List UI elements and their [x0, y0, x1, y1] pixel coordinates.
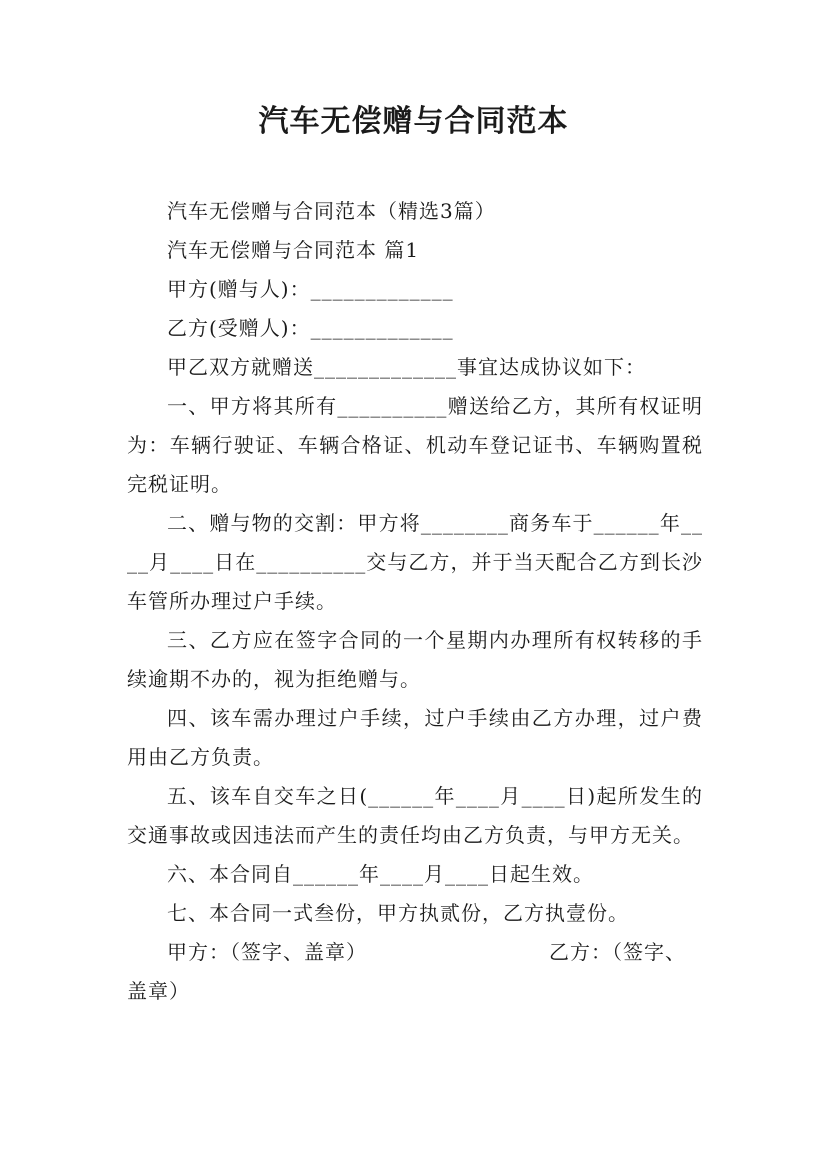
paragraph-clause-6: 六、本合同自______年____月____日起生效。 [167, 862, 594, 886]
paragraph-clause-5: 五、该车自交车之日(______年____月____日)起所发生的交通事故或因违法而产生的责任均由乙方负责，与甲方无关。 [127, 784, 703, 847]
signature-party-a: 甲方：（签字、盖章） [167, 940, 367, 964]
paragraph-clause-2: 二、赠与物的交割：甲方将________商务车于______年____月____日在__________交与乙方，并于当天配合乙方到长沙车管所办理过户手续。 [127, 511, 703, 613]
paragraph-agreement-intro: 甲乙双方就赠送_____________事宜达成协议如下： [167, 355, 646, 379]
paragraph-party-a-field: 甲方(赠与人)：_____________ [167, 277, 454, 301]
paragraph-clause-1: 一、甲方将其所有__________赠送给乙方，其所有权证明为：车辆行驶证、车辆合格证、机动车登记证书、车辆购置税完税证明。 [127, 394, 703, 496]
paragraph-party-b-field: 乙方(受赠人)：_____________ [167, 316, 454, 340]
paragraph-section-heading: 汽车无偿赠与合同范本 篇1 [167, 238, 420, 262]
document-title: 汽车无偿赠与合同范本 [258, 104, 569, 139]
paragraph-clause-3: 三、乙方应在签字合同的一个星期内办理所有权转移的手续逾期不办的，视为拒绝赠与。 [127, 628, 703, 691]
document-body [127, 192, 703, 1011]
paragraph-clause-4: 四、该车需办理过户手续，过户手续由乙方办理，过户费用由乙方负责。 [127, 706, 703, 769]
signature-party-b: 乙方：（签字、盖章） [127, 940, 686, 1003]
signature-line [127, 933, 703, 1011]
paragraph-clause-7: 七、本合同一式叁份，甲方执贰份，乙方执壹份。 [167, 901, 629, 925]
paragraph-subtitle: 汽车无偿赠与合同范本（精选3篇） [167, 199, 496, 223]
